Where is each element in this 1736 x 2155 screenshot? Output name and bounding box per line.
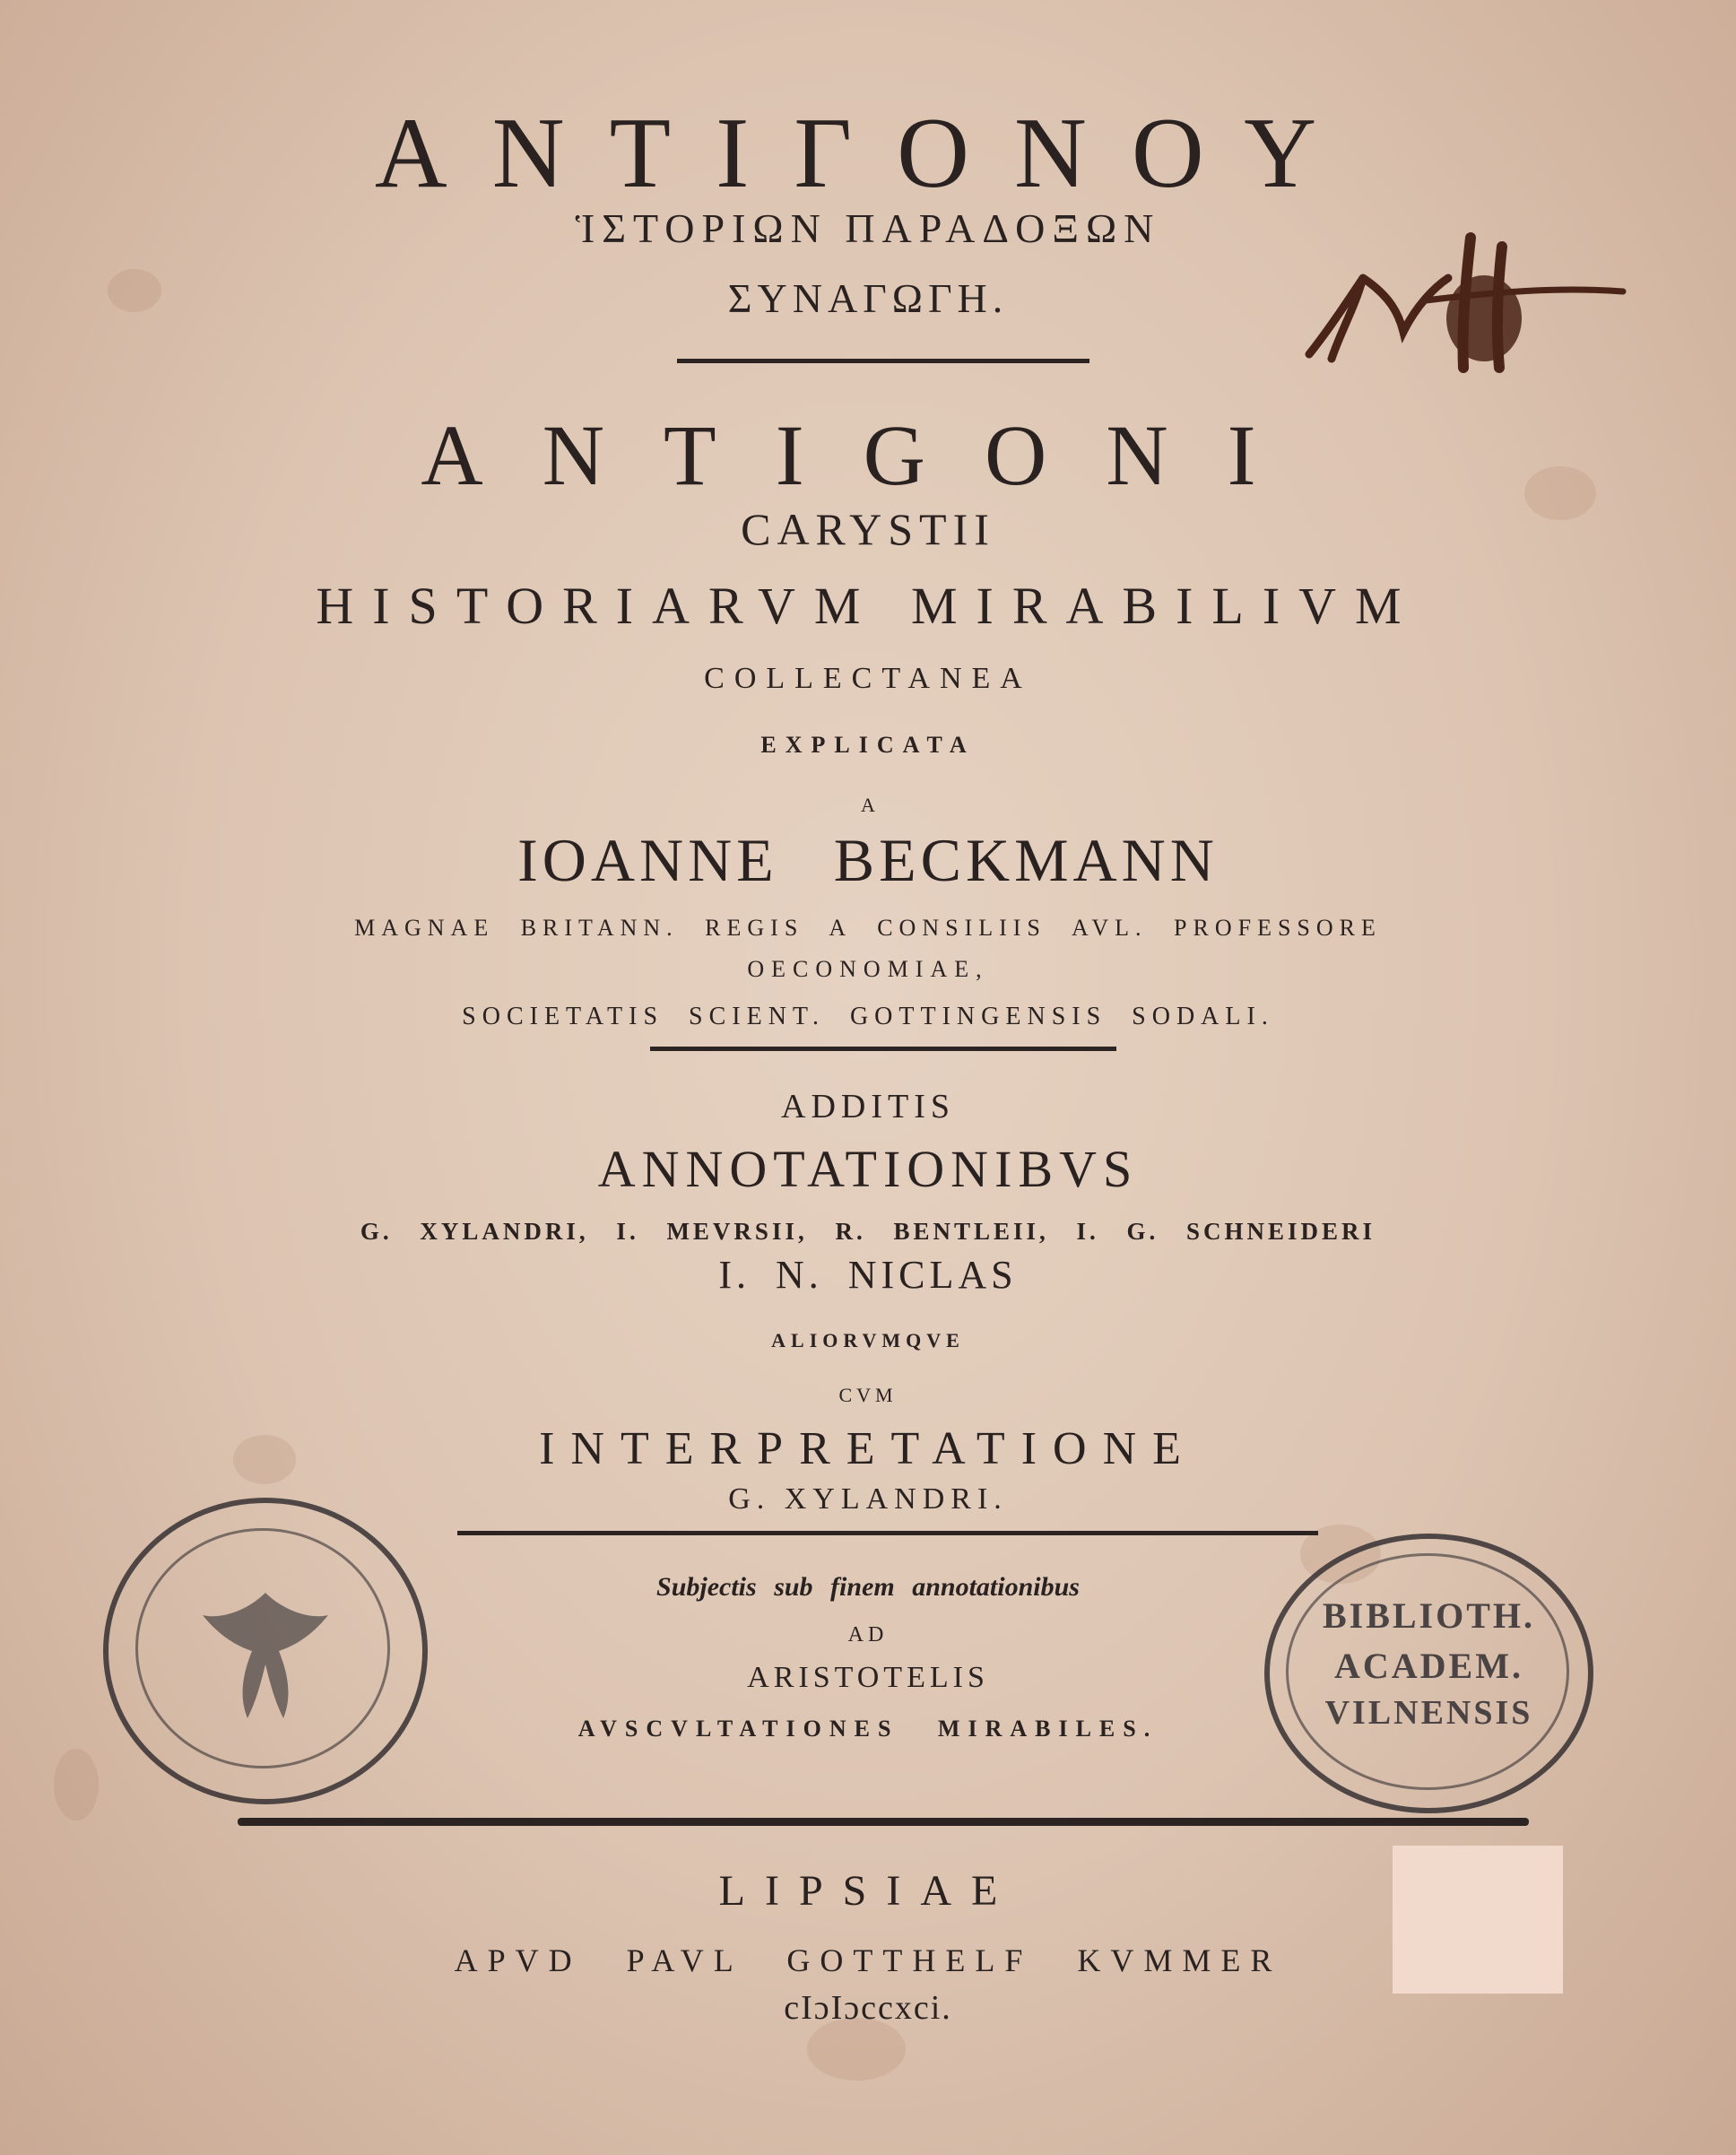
stamp-text-line-3: VILNENSIS <box>1324 1694 1533 1732</box>
editor-title-line-2: OECONOMIAE, <box>747 956 989 982</box>
stamp-text-line-1: BIBLIOTH. <box>1322 1595 1536 1636</box>
cum-line: CVM <box>838 1384 898 1406</box>
thick-rule <box>238 1818 1529 1826</box>
annotator-last-line: I. N. NICLAS <box>718 1253 1018 1297</box>
editor-title-line-3: SOCIETATIS SCIENT. GOTTINGENSIS SODALI. <box>462 1003 1274 1030</box>
work-title: HISTORIARVM MIRABILIVM <box>316 577 1420 635</box>
publisher-line: APVD PAVL GOTTHELF KVMMER <box>454 1942 1282 1978</box>
foxing-spot <box>54 1749 99 1820</box>
year-line: cIɔIɔccxci. <box>784 1989 952 2027</box>
foxing-spot <box>807 2018 906 2081</box>
library-stamp-left <box>103 1498 428 1804</box>
stamp-text-line-2: ACADEM. <box>1334 1646 1523 1686</box>
eagle-emblem-icon <box>194 1575 337 1727</box>
collectanea-line: COLLECTANEA <box>704 662 1032 695</box>
paper-patch <box>1393 1846 1563 1994</box>
carystii-line: CARYSTII <box>741 504 995 554</box>
city-line: LIPSIAE <box>718 1867 1018 1915</box>
auscultationes-line: AVSCVLTATIONES MIRABILES. <box>577 1716 1159 1742</box>
editor-name: IOANNE BECKMANN <box>517 826 1219 894</box>
aliorumque-line: ALIORVMQVE <box>771 1329 965 1351</box>
interpretatione-line: INTERPRETATIONE <box>539 1423 1197 1474</box>
a-line: A <box>861 794 875 816</box>
greek-author-name: ΑΝΤΙΓΟΝΟΥ <box>374 98 1362 209</box>
greek-subtitle-line-1: ἹΣΤΟΡΙΩΝ ΠΑΡΑΔΟΞΩΝ <box>575 205 1161 251</box>
divider-rule <box>650 1047 1116 1051</box>
latin-author-name: ANTIGONI <box>421 407 1315 503</box>
xylandri-line: G. XYLANDRI. <box>728 1482 1008 1516</box>
divider-rule <box>677 359 1089 363</box>
aristotelis-line: ARISTOTELIS <box>747 1661 989 1694</box>
handwritten-mark <box>1291 224 1632 377</box>
greek-subtitle-line-2: ΣΥΝΑΓΩΓΗ. <box>727 275 1009 321</box>
subiectis-line: Subjectis sub finem annotationibus <box>656 1572 1080 1602</box>
ad-line: AD <box>847 1623 889 1647</box>
editor-title-line-1: MAGNAE BRITANN. REGIS A CONSILIIS AVL. PROFESSORE <box>354 915 1382 941</box>
explicata-line: EXPLICATA <box>760 732 976 758</box>
annotators-line: G. XYLANDRI, I. MEVRSII, R. BENTLEII, I. G. SCHNEIDERI <box>360 1218 1376 1245</box>
library-stamp-right <box>1264 1534 1593 1813</box>
additis-line: ADDITIS <box>781 1088 955 1125</box>
divider-rule <box>457 1531 1318 1535</box>
annotationibus-line: ANNOTATIONIBVS <box>597 1140 1139 1198</box>
